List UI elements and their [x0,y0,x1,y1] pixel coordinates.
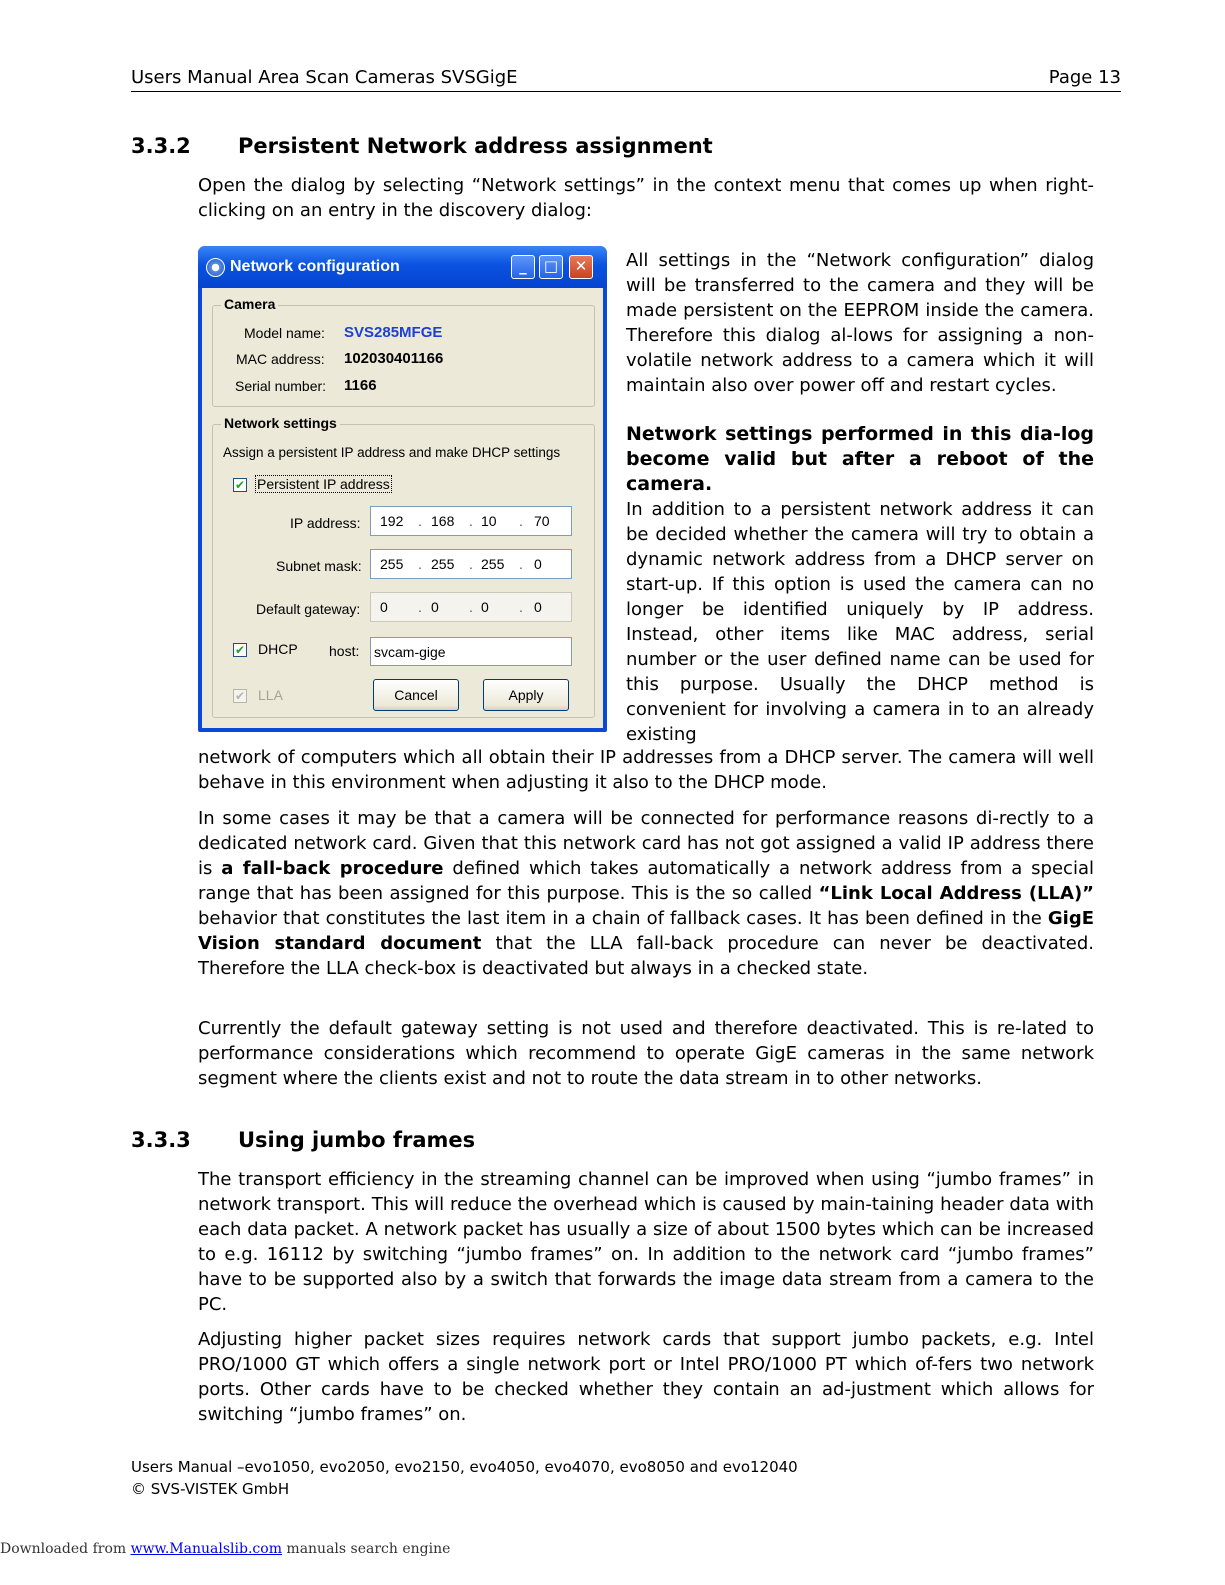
lla-text-d: “Link Local Address (LLA)” [818,883,1094,904]
lla-text-f: GigE Vision standard document [198,908,1094,954]
model-name-label: Model name: [244,325,325,341]
gateway-octet: 0 [380,599,388,615]
network-configuration-dialog [198,246,607,732]
section-heading-332 [131,134,713,158]
download-suffix: manuals search engine [281,1541,451,1557]
camera-group [212,296,595,407]
ip-address-label: IP address: [290,515,361,531]
dhcp-checkbox[interactable]: ✔ [234,643,246,657]
serial-number-value: 1166 [344,377,377,394]
section-number: 3.3.2 [131,134,191,158]
lla-text-b: a fall-back procedure [221,858,444,879]
network-settings-hint: Assign a persistent IP address and make DHCP settings [223,445,561,460]
subnet-octet: 255 [481,556,505,572]
ip-dot: . [469,513,473,529]
section-heading-333 [131,1128,475,1152]
side-paragraph-2: In addition to a persistent network address it can be decided whether the camera will try to obtain a dynamic network address from a DHCP server on start-up. If this option is used the camera can no longer be identified uniquely by IP address. Instead, other items like MAC address, serial number or the user defined name can be used for this purpose. Usually the DHCP method is convenient for involving a camera in to an already existing [626,499,1094,745]
page-header [131,67,1121,92]
mac-address-value: 102030401166 [344,350,444,367]
footer-line-2: © SVS-VISTEK GmbH [131,1480,290,1498]
ip-address-field[interactable] [370,506,572,536]
gateway-octet: 0 [481,599,489,615]
serial-number-label: Serial number: [235,378,327,394]
subnet-octet: 255 [431,556,455,572]
model-name-value: SVS285MFGE [344,324,443,341]
default-gateway-label: Default gateway: [256,601,361,617]
page-number: Page 13 [1048,67,1121,88]
ip-dot: . [519,556,523,572]
lla-text-g: that the LLA fall-back procedure can never be deactivated. Therefore the LLA check-box is deactivated but always in a checked state. [198,933,1095,979]
section-title: Using jumbo frames [238,1128,476,1152]
app-icon [206,258,225,277]
side-paragraph-1: All settings in the “Network configuration” dialog will be transferred to the camera and they will be made persistent on the EEPROM inside the camera. Therefore this dialog al-lows for assigning a non-volatile network address to a camera which it will maintain also over power off and restart cycles. [626,250,1094,396]
ip-dot: . [418,599,422,615]
side-paragraph-bold: Network settings performed in this dia-log become valid but after a reboot of the camera. [626,423,1094,495]
header-title: Users Manual Area Scan Cameras SVSGigE [131,67,518,88]
dialog-title-bar [198,246,607,288]
network-settings-group-label: Network settings [221,415,340,431]
jumbo-paragraph-1: The transport efficiency in the streaming channel can be improved when using “jumbo frames” in network transport. This will reduce the overhead which is caused by main-taining header data with each data packet. A network packet has usually a size of about 1500 bytes which can be increased to e.g. 16112 by switching “jumbo frames” on. In addition to the network card “jumbo frames” have to be supported also by a switch that forwards the image data stream from a camera to the PC. [198,1169,1094,1315]
ip-octet: 168 [431,513,455,529]
subnet-octet: 255 [380,556,404,572]
ip-dot: . [519,599,523,615]
default-gateway-field [370,592,572,622]
ip-octet: 192 [380,513,404,529]
cancel-button[interactable]: Cancel [373,679,459,711]
download-prefix: Downloaded from [0,1541,131,1557]
lla-text-a: In some cases it may be that a camera will be connected for performance reasons di-rectly to a dedicated network card. Given that this network card has not got assigned a valid IP address there is [198,808,1094,879]
ip-dot: . [519,513,523,529]
lla-checkbox: ✔ [234,689,246,703]
section-title: Persistent Network address assignment [238,134,713,158]
mac-address-label: MAC address: [236,351,325,367]
gateway-octet: 0 [534,599,542,615]
manualslib-link[interactable]: www.Manualslib.com [130,1541,282,1557]
after-dialog-paragraph: network of computers which all obtain their IP addresses from a DHCP server. The camera will well behave in this environment when adjusting it also to the DHCP mode. [198,747,1094,793]
intro-paragraph: Open the dialog by selecting “Network settings” in the context menu that comes up when right-clicking on an entry in the discovery dialog: [198,175,1094,221]
lla-text-c: defined which takes automatically a network address from a special range that has been assigned for this purpose. This is the so called [198,858,1094,904]
gateway-octet: 0 [431,599,439,615]
ip-octet: 10 [481,513,497,529]
jumbo-paragraph-2: Adjusting higher packet sizes requires network cards that support jumbo packets, e.g. Intel PRO/1000 GT which offers a single network port or Intel PRO/1000 PT which of-fers two network ports. Other cards have to be checked whether they contain an ad-justment which allows for switching “jumbo frames” on. [198,1329,1094,1425]
host-name-field[interactable] [370,637,572,666]
subnet-octet: 0 [534,556,542,572]
network-settings-group [212,415,595,718]
section-number: 3.3.3 [131,1128,191,1152]
lla-paragraph [198,806,1094,981]
lla-text-e: behavior that constitutes the last item in a chain of fallback cases. It has been defined in the [198,908,1048,929]
host-name-value: svcam-gige [374,644,446,660]
dialog-title: Network configuration [230,258,400,275]
subnet-mask-field[interactable] [370,549,572,579]
camera-group-label: Camera [221,296,278,312]
ip-octet: 70 [534,513,550,529]
ip-dot: . [469,599,473,615]
apply-button[interactable]: Apply [483,679,569,711]
persistent-ip-label: Persistent IP address [257,476,390,492]
download-note [0,1541,450,1557]
dialog-client-area [202,288,603,728]
gateway-paragraph: Currently the default gateway setting is not used and therefore deactivated. This is re-lated to performance considerations which recommend to operate GigE cameras in the same network segment where the clients exist and not to route the data stream in to other networks. [198,1018,1094,1089]
dhcp-label: DHCP [258,641,298,657]
maximize-button[interactable]: □ [539,255,563,279]
lla-label: LLA [258,687,283,703]
ip-dot: . [418,556,422,572]
close-button[interactable]: ✕ [569,255,593,279]
host-label: host: [329,643,360,659]
subnet-mask-label: Subnet mask: [276,558,362,574]
persistent-ip-checkbox[interactable]: ✔ [234,478,246,492]
ip-dot: . [418,513,422,529]
minimize-button[interactable]: _ [511,255,535,279]
ip-dot: . [469,556,473,572]
footer-line-1: Users Manual –evo1050, evo2050, evo2150, evo4050, evo4070, evo8050 and evo12040 [131,1458,798,1476]
